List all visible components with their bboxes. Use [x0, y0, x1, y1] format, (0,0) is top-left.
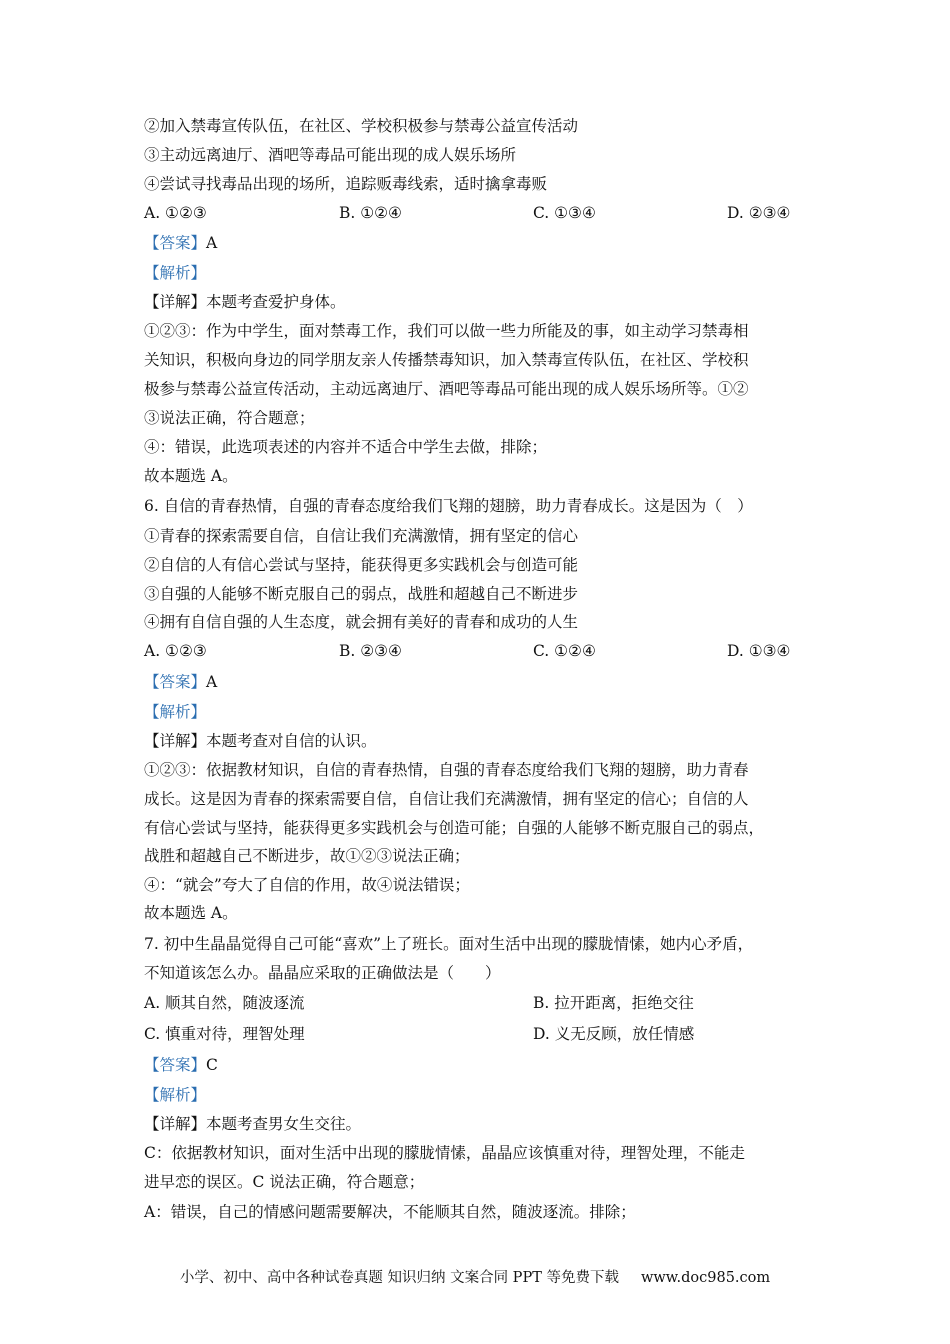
q7-option-c: C. 慎重对待，理智处理 [144, 1025, 305, 1043]
q5-option-c: C. ①③④ [533, 204, 596, 222]
answer-value: A [206, 673, 218, 691]
analysis-tag: 【解析】 [144, 703, 207, 721]
q6-item-3: ③自强的人能够不断克服自己的弱点，战胜和超越自己不断进步 [144, 585, 579, 603]
detail-text: 本题考查爱护身体。 [206, 293, 346, 311]
q6-explanation-5: ④：“就会”夸大了自信的作用，故④说法错误； [144, 876, 470, 894]
q7-stem-1: 7. 初中生晶晶觉得自己可能“喜欢”上了班长。面对生活中出现的朦胧情愫，她内心矛盾， [144, 935, 754, 953]
detail-tag: 【详解】 [144, 1115, 207, 1133]
q5-analysis [144, 263, 814, 283]
q6-option-c: C. ①②④ [533, 642, 596, 660]
q6-item-1: ①青春的探索需要自信，自信让我们充满激情，拥有坚定的信心 [144, 527, 579, 545]
analysis-tag: 【解析】 [144, 264, 207, 282]
q5-answer [144, 233, 814, 253]
q5-option-d: D. ②③④ [727, 204, 791, 222]
q6-analysis [144, 702, 814, 722]
q7-explanation-3: A：错误，自己的情感问题需要解决，不能顺其自然，随波逐流。排除； [144, 1203, 636, 1221]
q5-conclusion: 故本题选 A。 [144, 467, 238, 485]
q7-answer [144, 1055, 814, 1075]
answer-value: C [206, 1056, 218, 1074]
analysis-tag: 【解析】 [144, 1086, 207, 1104]
answer-tag: 【答案】 [144, 1056, 207, 1074]
q6-explanation-3: 有信心尝试与坚持，能获得更多实践机会与创造可能；自强的人能够不断克服自己的弱点， [144, 819, 765, 837]
q7-analysis [144, 1085, 814, 1105]
detail-text: 本题考查对自信的认识。 [206, 732, 377, 750]
q6-option-d: D. ①③④ [727, 642, 791, 660]
detail-text: 本题考查男女生交往。 [206, 1115, 362, 1133]
q5-explanation-1: ①②③：作为中学生，面对禁毒工作，我们可以做一些力所能及的事，如主动学习禁毒相 [144, 322, 749, 340]
q7-option-a: A. 顺其自然，随波逐流 [144, 994, 305, 1012]
answer-tag: 【答案】 [144, 234, 207, 252]
q7-detail [144, 1114, 814, 1134]
footer-site-link[interactable]: www.doc985.com [640, 1270, 771, 1286]
detail-tag: 【详解】 [144, 293, 207, 311]
q6-detail [144, 731, 814, 751]
q5-option-a: A. ①②③ [144, 204, 207, 222]
detail-tag: 【详解】 [144, 732, 207, 750]
q6-answer [144, 672, 814, 692]
q7-stem-2: 不知道该怎么办。晶晶应采取的正确做法是（ ） [144, 964, 501, 982]
q7-explanation-2: 进早恋的误区。C 说法正确，符合题意； [144, 1173, 425, 1191]
q7-option-d: D. 义无反顾，放任情感 [533, 1025, 695, 1043]
q5-explanation-5: ④：错误，此选项表述的内容并不适合中学生去做，排除； [144, 438, 548, 456]
q5-item-4: ④尝试寻找毒品出现的场所，追踪贩毒线索，适时擒拿毒贩 [144, 175, 548, 193]
q5-detail [144, 292, 814, 312]
q5-explanation-2: 关知识，积极向身边的同学朋友亲人传播禁毒知识，加入禁毒宣传队伍，在社区、学校积 [144, 351, 749, 369]
q5-option-b: B. ①②④ [339, 204, 402, 222]
q5-explanation-4: ③说法正确，符合题意； [144, 409, 315, 427]
q7-option-b: B. 拉开距离，拒绝交往 [533, 994, 694, 1012]
q6-option-b: B. ②③④ [339, 642, 402, 660]
q6-item-4: ④拥有自信自强的人生态度，就会拥有美好的青春和成功的人生 [144, 613, 579, 631]
answer-value: A [206, 234, 218, 252]
answer-tag: 【答案】 [144, 673, 207, 691]
q6-option-a: A. ①②③ [144, 642, 207, 660]
q5-item-3: ③主动远离迪厅、酒吧等毒品可能出现的成人娱乐场所 [144, 146, 517, 164]
footer-text: 小学、初中、高中各种试卷真题 知识归纳 文案合同 PPT 等免费下载 [179, 1270, 619, 1286]
q6-explanation-4: 战胜和超越自己不断进步，故①②③说法正确； [144, 847, 470, 865]
page-footer [0, 1268, 950, 1288]
q5-item-2: ②加入禁毒宣传队伍，在社区、学校积极参与禁毒公益宣传活动 [144, 117, 579, 135]
q6-stem: 6. 自信的青春热情，自强的青春态度给我们飞翔的翅膀，助力青春成长。这是因为（ ） [144, 497, 753, 515]
q7-explanation-1: C：依据教材知识，面对生活中出现的朦胧情愫，晶晶应该慎重对待，理智处理，不能走 [144, 1144, 745, 1162]
q5-explanation-3: 极参与禁毒公益宣传活动，主动远离迪厅、酒吧等毒品可能出现的成人娱乐场所等。①② [144, 380, 749, 398]
q6-conclusion: 故本题选 A。 [144, 904, 238, 922]
q6-explanation-2: 成长。这是因为青春的探索需要自信，自信让我们充满激情，拥有坚定的信心；自信的人 [144, 790, 749, 808]
q6-item-2: ②自信的人有信心尝试与坚持，能获得更多实践机会与创造可能 [144, 556, 579, 574]
q6-explanation-1: ①②③：依据教材知识，自信的青春热情，自强的青春态度给我们飞翔的翅膀，助力青春 [144, 761, 749, 779]
